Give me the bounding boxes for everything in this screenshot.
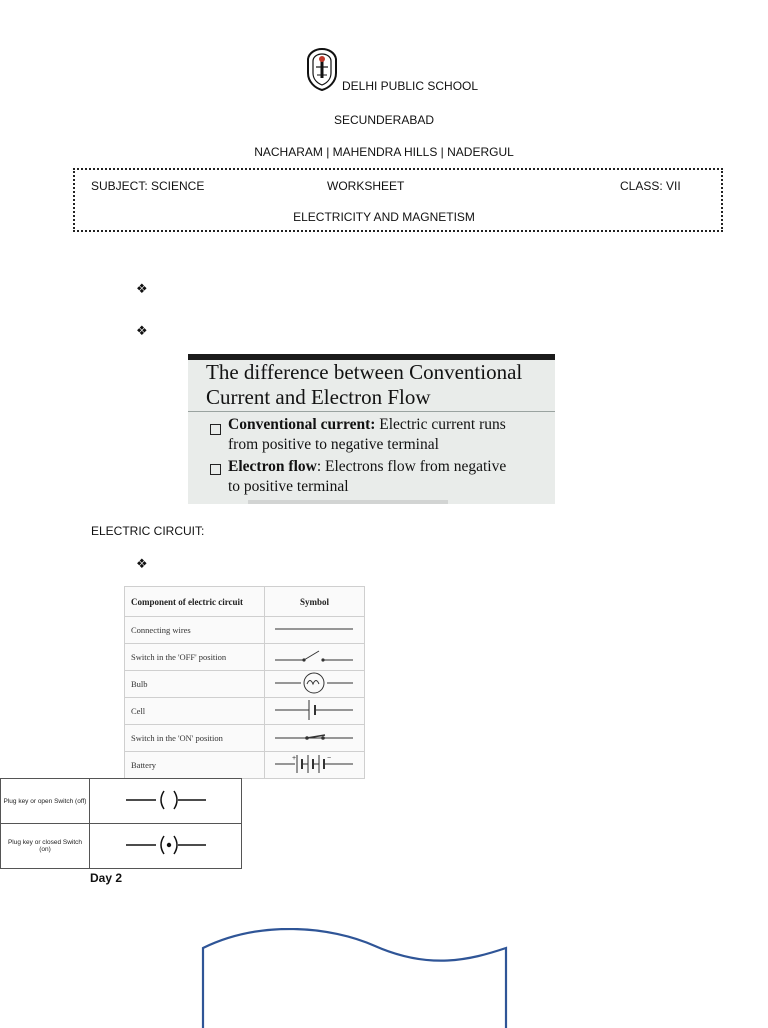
bullet-2: ❖: [136, 323, 148, 338]
conventional-vs-electron-photo: [188, 354, 555, 504]
cell-symbol-icon: [265, 698, 365, 725]
component-name: Bulb: [125, 671, 265, 698]
svg-text:−: −: [327, 755, 332, 762]
bulb-symbol-icon: [265, 671, 365, 698]
component-name: Battery: [125, 752, 265, 779]
item2-rest: : Electrons flow from negative: [316, 458, 507, 475]
table-row: [125, 617, 365, 644]
plug-closed-label: Plug key or closed Switch (on): [1, 824, 90, 869]
component-name: Switch in the 'ON' position: [125, 725, 265, 752]
switch-off-symbol-icon: [265, 644, 365, 671]
component-name: Switch in the 'OFF' position: [125, 644, 265, 671]
item1-bold: Conventional current:: [228, 416, 376, 433]
item1-continued: from positive to negative terminal: [228, 436, 439, 453]
bullet-1: ❖: [136, 281, 148, 296]
plug-open-symbol-icon: [90, 779, 242, 824]
photo-title-line1: The difference between Conventional: [206, 360, 523, 384]
electric-circuit-heading: ELECTRIC CIRCUIT:: [91, 524, 205, 538]
school-city: SECUNDERABAD: [333, 113, 435, 127]
item1-rest: Electric current runs: [375, 416, 506, 433]
header-symbol: Symbol: [265, 587, 365, 617]
checkbox-1-icon: [210, 424, 221, 435]
plug-key-table: [0, 778, 242, 869]
component-name: Cell: [125, 698, 265, 725]
table-header-row: [125, 587, 365, 617]
worksheet-label: WORKSHEET: [327, 179, 405, 193]
table-row: [1, 824, 242, 869]
plug-open-label: Plug key or open Switch (off): [1, 779, 90, 824]
item2-bold: Electron flow: [228, 458, 317, 475]
table-row: [125, 698, 365, 725]
photo-cutoff-line: [248, 500, 448, 504]
table-row: [125, 644, 365, 671]
svg-text:+: +: [292, 755, 297, 762]
day-label: Day 2: [90, 871, 123, 885]
component-name: Connecting wires: [125, 617, 265, 644]
wave-banner-shape: [200, 928, 512, 1028]
checkbox-2-icon: [210, 464, 221, 475]
item2-continued: to positive terminal: [228, 478, 349, 495]
table-row: [1, 779, 242, 824]
school-name: DELHI PUBLIC SCHOOL: [342, 79, 479, 93]
class-label: CLASS: VII: [620, 179, 681, 193]
subject-label: SUBJECT: SCIENCE: [91, 179, 205, 193]
plug-closed-symbol-icon: [90, 824, 242, 869]
table-row: [125, 671, 365, 698]
table-row: [125, 725, 365, 752]
components-table: [124, 586, 365, 779]
school-branches: NACHARAM | MAHENDRA HILLS | NADERGUL: [254, 145, 514, 159]
header-component: Component of electric circuit: [125, 587, 265, 617]
topic-label: ELECTRICITY AND MAGNETISM: [293, 210, 475, 224]
wire-symbol-icon: [265, 617, 365, 644]
switch-on-symbol-icon: [265, 725, 365, 752]
battery-symbol-icon: [265, 752, 365, 779]
photo-divider: [188, 411, 555, 412]
bullet-3: ❖: [136, 556, 148, 571]
photo-title-line2: Current and Electron Flow: [206, 385, 431, 409]
table-row: [125, 752, 365, 779]
school-logo-icon: [305, 47, 339, 91]
